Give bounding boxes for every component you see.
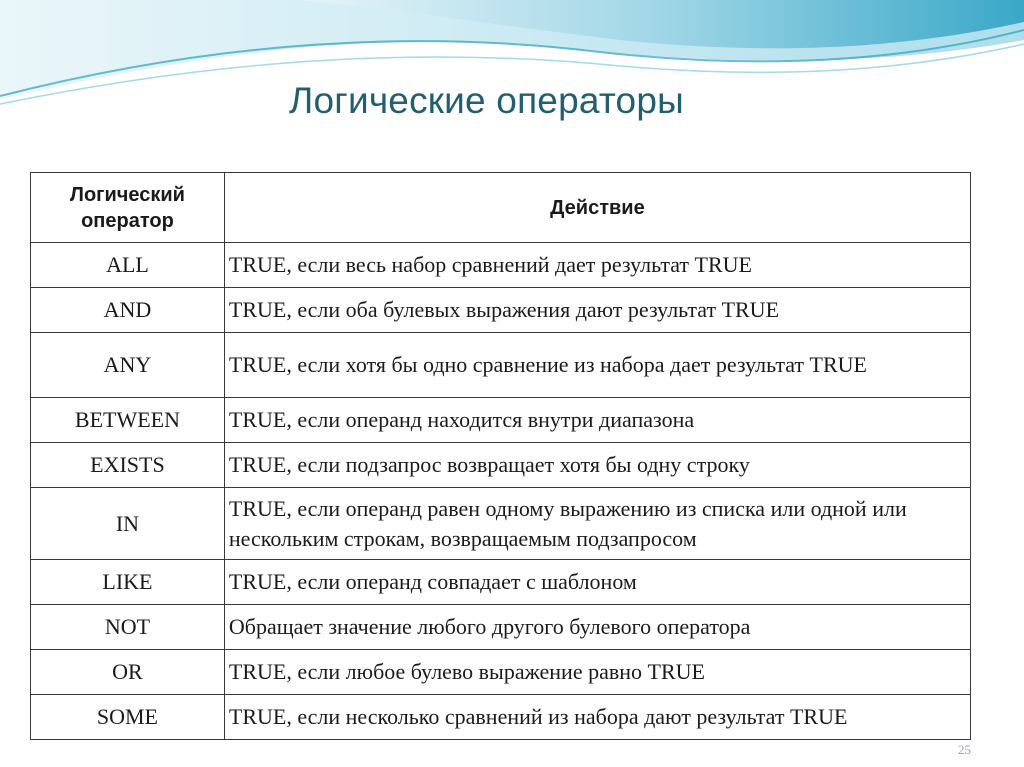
description-cell: TRUE, если подзапрос возвращает хотя бы одну строку	[224, 443, 970, 488]
operator-cell: BETWEEN	[31, 398, 225, 443]
header-operator: Логический оператор	[31, 173, 225, 243]
table-row	[31, 398, 971, 443]
slide-number: 25	[958, 742, 971, 757]
description-cell: TRUE, если оба булевых выражения дают результат TRUE	[224, 288, 970, 333]
description-cell: TRUE, если операнд находится внутри диапазона	[224, 398, 970, 443]
description-cell: TRUE, если весь набор сравнений дает результат TRUE	[224, 243, 970, 288]
table-row	[31, 333, 971, 398]
operator-cell: NOT	[31, 605, 225, 650]
operator-cell: SOME	[31, 695, 225, 740]
operator-cell: ALL	[31, 243, 225, 288]
table-row	[31, 560, 971, 605]
slide-title: Логические операторы	[289, 80, 684, 121]
table-row	[31, 288, 971, 333]
table-row	[31, 695, 971, 740]
operator-cell: OR	[31, 650, 225, 695]
description-cell: TRUE, если любое булево выражение равно TRUE	[224, 650, 970, 695]
table-row	[31, 605, 971, 650]
operator-cell: AND	[31, 288, 225, 333]
operator-cell: LIKE	[31, 560, 225, 605]
table-row	[31, 488, 971, 560]
table-row	[31, 243, 971, 288]
table-row	[31, 443, 971, 488]
operator-cell: EXISTS	[31, 443, 225, 488]
logical-operators-table	[30, 172, 971, 740]
description-cell: TRUE, если несколько сравнений из набора дают результат TRUE	[224, 695, 970, 740]
table-header-row	[31, 173, 971, 243]
operator-cell: ANY	[31, 333, 225, 398]
description-cell: TRUE, если операнд равен одному выражению из списка или одной или нескольким строкам, возвращаемым подзапросом	[224, 488, 970, 560]
header-action: Действие	[224, 173, 970, 243]
description-cell: TRUE, если операнд совпадает с шаблоном	[224, 560, 970, 605]
operator-cell: IN	[31, 488, 225, 560]
description-cell: Обращает значение любого другого булевого оператора	[224, 605, 970, 650]
table-row	[31, 650, 971, 695]
description-cell: TRUE, если хотя бы одно сравнение из набора дает результат TRUE	[224, 333, 970, 398]
